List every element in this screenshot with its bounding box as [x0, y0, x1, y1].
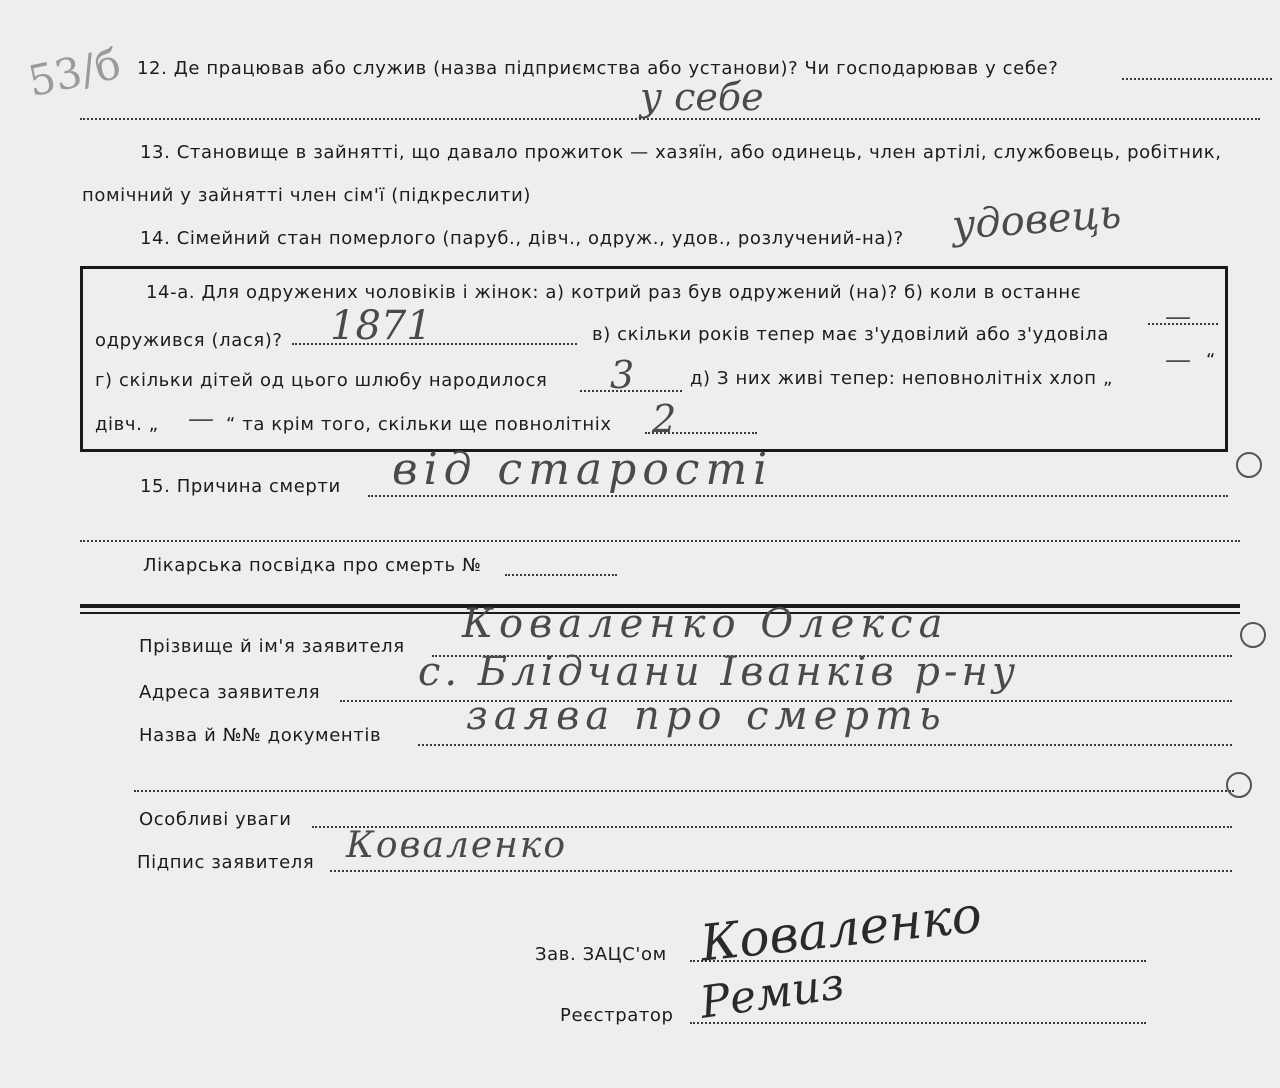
q14a-minor-girls: — [188, 404, 214, 434]
applicant-documents-value: заява про смерть [466, 693, 947, 739]
q14a-line4-suffix: “ та крім того, скільки ще повнолітніх [226, 414, 612, 435]
q15-answer-line [368, 495, 1228, 497]
q14a-children-line [580, 390, 682, 392]
applicant-name-label: Прізвище й ім'я заявителя [139, 636, 405, 657]
applicant-address-label: Адреса заявителя [139, 682, 321, 703]
q14a-line3-end: “ [1206, 350, 1216, 371]
medical-certificate-label: Лікарська посвідка про смерть № [143, 555, 482, 576]
q14a-line3-prefix: г) скільки дітей од цього шлюбу народилося [95, 370, 548, 391]
registrar-label: Реєстратор [560, 1005, 674, 1026]
applicant-documents-line [418, 744, 1232, 746]
q15-answer: від старості [392, 444, 774, 495]
q14a-adults-line [645, 432, 757, 434]
binder-hole-mark [1240, 622, 1266, 648]
binder-hole-mark [1226, 772, 1252, 798]
q13-label-line1: 13. Становище в зайнятті, що давало прожиток — хазяїн, або одинець, член артілі, службовець, робітник, [140, 142, 1222, 163]
q14a-line3-suffix: д) З них живі тепер: неповнолітніх хлоп „ [690, 368, 1113, 389]
margin-note: 53/б [23, 38, 125, 107]
q15-second-line [80, 540, 1240, 542]
zags-head-signature: Коваленко [697, 885, 985, 973]
special-notes-label: Особливі уваги [139, 809, 292, 830]
q12-answer: у себе [640, 75, 764, 119]
applicant-signature-line [330, 870, 1232, 872]
applicant-documents-label: Назва й №№ документів [139, 725, 382, 746]
q14a-line2-suffix: в) скільки років тепер має з'удовілий або з'удовіла [592, 324, 1110, 345]
q14-label: 14. Сімейний стан померлого (паруб., дівч., одруж., удов., розлучений-на)? [140, 228, 904, 249]
q14a-line1: 14-а. Для одружених чоловіків і жінок: а) котрий раз був одружений (на)? б) коли в останнє [146, 282, 1082, 303]
applicant-documents-second-line [134, 790, 1234, 792]
q14a-year: 1871 [330, 303, 432, 349]
zags-head-label: Зав. ЗАЦС'ом [535, 944, 667, 965]
q12-fill-line [1122, 78, 1272, 80]
registrar-line [690, 1022, 1146, 1024]
applicant-signature: Коваленко [346, 825, 568, 866]
q14-answer: удовець [950, 191, 1123, 249]
q14a-year-line [292, 343, 577, 345]
q15-label: 15. Причина смерти [140, 476, 341, 497]
q14a-line4-prefix: дівч. „ [95, 414, 159, 435]
binder-hole-mark [1236, 452, 1262, 478]
q13-label-line2: помічний у зайнятті член сім'ї (підкреслити) [82, 185, 532, 206]
q14a-children: 3 [610, 353, 635, 397]
medical-certificate-line [505, 574, 617, 576]
applicant-signature-label: Підпис заявителя [137, 852, 315, 873]
q14a-years-widowed: — [1165, 302, 1191, 332]
q14a-years-line [1148, 323, 1218, 325]
q12-label: 12. Де працював або служив (назва підприємства або установи)? Чи господарював у себе? [137, 58, 1059, 79]
registrar-signature: Ремиз [697, 958, 848, 1029]
applicant-address-value: с. Блідчани Іванків р-ну [418, 649, 1020, 695]
q14a-adults: 2 [652, 397, 677, 441]
applicant-name-value: Коваленко Олекса [462, 601, 949, 647]
q14a-line2-prefix: одружився (лася)? [95, 330, 283, 351]
q14a-minor-boys: — [1165, 345, 1191, 375]
